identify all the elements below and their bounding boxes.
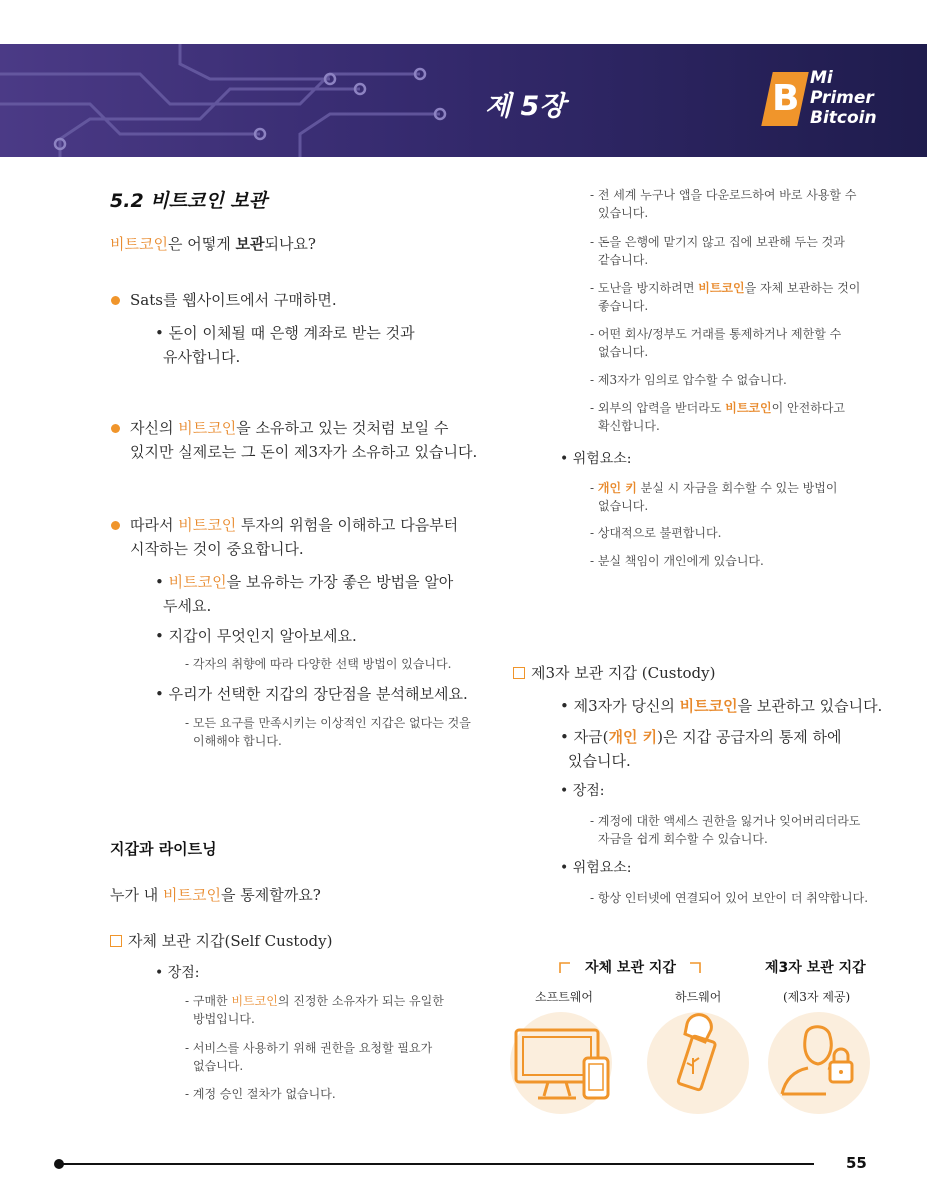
self-pro-2-line2: 없습니다. (193, 1059, 244, 1073)
control-question (110, 883, 321, 907)
third-party-sub-label: (제3자 제공) (783, 990, 851, 1004)
right-pro-6-line2: 확신합니다. (598, 419, 660, 433)
chapter-title: 제 5장 (485, 91, 566, 122)
right-pro-4-line1: - 어떤 회사/정부도 거래를 통제하거나 제한할 수 (590, 327, 842, 341)
person-lock-icon (768, 1012, 870, 1114)
highlight-private-key: 개인 키 (608, 728, 658, 746)
text: 분실 시 자금을 회수할 수 있는 방법이 (636, 481, 838, 495)
bullet-2-line1 (130, 416, 448, 440)
brand-logo (810, 68, 877, 128)
page-number: 55 (846, 1154, 867, 1172)
right-pro-6-line1 (590, 399, 845, 417)
text: 자신의 (130, 419, 179, 437)
right-pro-5: - 제3자가 임의로 압수할 수 없습니다. (590, 373, 787, 387)
custody-pro-1-line2: 자금을 쉽게 회수할 수 있습니다. (598, 832, 768, 846)
logo-line-3: Bitcoin (810, 108, 877, 128)
bullet-dot-icon (111, 424, 120, 433)
bullet-1-sub-line2: 유사합니다. (163, 348, 241, 366)
text: - 도난을 방지하려면 (590, 281, 699, 295)
right-pro-3-line1 (590, 279, 860, 297)
highlight-bitcoin: 비트코인 (178, 516, 237, 534)
right-pro-1-line1: - 전 세계 누구나 앱을 다운로드하여 바로 사용할 수 (590, 188, 857, 202)
self-pro-2-line1: - 서비스를 사용하기 위해 권한을 요청할 필요가 (185, 1041, 433, 1055)
bullet-dot-icon (111, 521, 120, 530)
highlight-bitcoin: 비트코인 (178, 419, 237, 437)
footer-rule (58, 1163, 814, 1165)
text: 을 보유하는 가장 좋은 방법을 알아 (226, 573, 454, 591)
right-pro-2-line1: - 돈을 은행에 맡기지 않고 집에 보관해 두는 것과 (590, 235, 845, 249)
text: 누가 내 (110, 886, 164, 904)
text: 을 소유하고 있는 것처럼 보일 수 (236, 419, 449, 437)
bullet-1-sub-line1: • 돈이 이체될 때 은행 계좌로 받는 것과 (155, 324, 415, 342)
text: • 자금( (560, 728, 609, 746)
custody-pro-1-line1: - 계정에 대한 액세스 권한을 잃거나 잊어버리더라도 (590, 814, 861, 828)
highlight-bitcoin: 비트코인 (168, 573, 227, 591)
text: 자체 보관 지갑(Self Custody) (128, 932, 333, 950)
self-custody-heading (110, 929, 332, 953)
custody-risks-label: • 위험요소: (560, 860, 632, 876)
highlight-bitcoin: 비트코인 (679, 697, 738, 715)
text: 을 자체 보관하는 것이 (744, 281, 861, 295)
question-bold: 보관 (235, 235, 265, 253)
custody-heading (513, 661, 715, 685)
highlight-bitcoin: 비트코인 (110, 235, 168, 253)
text: • (155, 573, 169, 591)
text: 따라서 (130, 516, 179, 534)
self-risk-2: - 상대적으로 불편합니다. (590, 526, 722, 540)
text: - 외부의 압력을 받더라도 (590, 401, 726, 415)
sub-bullet-2-detail: - 각자의 취향에 따라 다양한 선택 방법이 있습니다. (185, 657, 452, 671)
logo-line-2: Primer (810, 88, 874, 108)
custody-risk-1: - 항상 인터넷에 연결되어 있어 보안이 더 취약합니다. (590, 891, 869, 905)
highlight-private-key: 개인 키 (597, 481, 637, 495)
right-pro-1-line2: 있습니다. (598, 206, 649, 220)
self-pro-1-line1 (185, 992, 444, 1010)
question-text: 은 어떻게 (167, 235, 236, 253)
text: - 구매한 (185, 994, 232, 1008)
question-text-end: 되나요? (264, 235, 316, 253)
checkbox-square-icon (513, 667, 525, 679)
sub-bullet-3: • 우리가 선택한 지갑의 장단점을 분석해보세요. (155, 685, 468, 703)
right-pro-3-line2: 좋습니다. (598, 299, 649, 313)
text: • 제3자가 당신의 (560, 697, 680, 715)
text: 제3자 보관 지갑 (Custody) (531, 664, 716, 682)
custody-point-2-line2: 있습니다. (568, 752, 631, 770)
bitcoin-logo-icon: B (772, 78, 800, 119)
self-risk-1-line2: 없습니다. (598, 499, 649, 513)
text: - (590, 481, 598, 495)
bullet-3-line1 (130, 513, 458, 537)
self-pros-label: • 장점: (155, 965, 200, 981)
highlight-bitcoin: 비트코인 (698, 281, 745, 295)
text: 투자의 위험을 이해하고 다음부터 (236, 516, 459, 534)
sub-bullet-1-line1 (155, 570, 453, 594)
right-pro-2-line2: 같습니다. (598, 253, 649, 267)
self-risks-label: • 위험요소: (560, 451, 632, 467)
right-pro-4-line2: 없습니다. (598, 345, 649, 359)
text: 이 안전하다고 (771, 401, 845, 415)
highlight-bitcoin: 비트코인 (163, 886, 221, 904)
usb-drive-icon (647, 1012, 749, 1114)
computer-phone-icon (510, 1012, 620, 1114)
section-question (110, 232, 316, 256)
hardware-label: 하드웨어 (675, 990, 722, 1004)
self-risk-3: - 분실 책임이 개인에게 있습니다. (590, 554, 764, 568)
sub-bullet-2: • 지갑이 무엇인지 알아보세요. (155, 627, 357, 645)
text: 을 통제할까요? (220, 886, 321, 904)
bullet-dot-icon (111, 296, 120, 305)
self-custody-label: 자체 보관 지갑 (585, 960, 676, 976)
custody-pros-label: • 장점: (560, 783, 605, 799)
logo-line-1: Mi (810, 68, 833, 88)
self-risk-1-line1 (590, 479, 837, 497)
third-party-label: 제3자 보관 지갑 (765, 960, 866, 976)
software-label: 소프트웨어 (535, 990, 593, 1004)
self-pro-3: - 계정 승인 절차가 없습니다. (185, 1087, 336, 1101)
bullet-1: Sats를 웹사이트에서 구매하면. (130, 291, 337, 309)
highlight-bitcoin: 비트코인 (231, 994, 278, 1008)
highlight-bitcoin: 비트코인 (725, 401, 772, 415)
sub-bullet-1-line2: 두세요. (163, 597, 212, 615)
self-pro-1-line2: 방법입니다. (193, 1012, 255, 1026)
subsection-title: 지갑과 라이트닝 (110, 840, 217, 858)
text: 의 진정한 소유자가 되는 유일한 (277, 994, 444, 1008)
section-title: 5.2 비트코인 보관 (110, 190, 268, 212)
bullet-3-line2: 시작하는 것이 중요합니다. (130, 540, 304, 558)
sub-bullet-3-detail-line1: - 모든 요구를 만족시키는 이상적인 지갑은 없다는 것을 (185, 716, 471, 730)
sub-bullet-3-detail-line2: 이해해야 합니다. (193, 734, 282, 748)
bullet-2-line2: 있지만 실제로는 그 돈이 제3자가 소유하고 있습니다. (130, 443, 478, 461)
text: 을 보관하고 있습니다. (737, 697, 883, 715)
custody-point-2-line1 (560, 725, 841, 749)
custody-point-1 (560, 694, 882, 718)
checkbox-square-icon (110, 935, 122, 947)
text: )은 지갑 공급자의 통제 하에 (657, 728, 842, 746)
